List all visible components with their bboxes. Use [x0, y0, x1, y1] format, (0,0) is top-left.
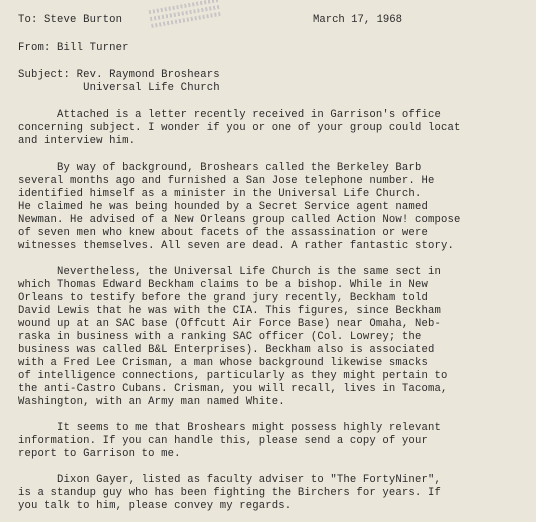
- body-line: the anti-Castro Cubans. Crisman, you will recall, lives in Tacoma,: [18, 383, 448, 395]
- body-line: of seven men who knew about facets of the assassination or were: [18, 227, 428, 239]
- body-line: with a Fred Lee Crisman, a man whose background likewise smacks: [18, 357, 428, 369]
- body-line: of intelligence connections, particularly as they might pertain to: [18, 370, 448, 382]
- faded-stamp: [149, 0, 222, 32]
- body-line: Washington, with an Army man named White.: [18, 396, 285, 408]
- body-line: Attached is a letter recently received in Garrison's office: [18, 109, 441, 121]
- body-line: information. If you can handle this, please send a copy of your: [18, 435, 428, 447]
- body-line: which Thomas Edward Beckham claims to be a bishop. While in New: [18, 279, 428, 291]
- body-line: identified himself as a minister in the Universal Life Church.: [18, 188, 422, 200]
- body-line: is a standup guy who has been fighting the Birchers for years. If: [18, 487, 441, 499]
- body-line: and interview him.: [18, 135, 136, 147]
- body-line: Orleans to testify before the grand jury recently, Beckham told: [18, 292, 428, 304]
- body-line: He claimed he was being hounded by a Secret Service agent named: [18, 201, 428, 213]
- subject-line-continued: Universal Life Church: [18, 82, 220, 94]
- to-line: To: Steve Burton: [18, 14, 123, 26]
- subject-line: Subject: Rev. Raymond Broshears: [18, 69, 220, 81]
- body-line: raska in business with a ranking SAC officer (Col. Lowrey; the: [18, 331, 422, 343]
- body-line: several months ago and furnished a San Jose telephone number. He: [18, 175, 435, 187]
- body-line: report to Garrison to me.: [18, 448, 181, 460]
- body-line: By way of background, Broshears called the Berkeley Barb: [18, 162, 422, 174]
- body-line: witnesses themselves. All seven are dead. A rather fantastic story.: [18, 240, 454, 252]
- memo-date: March 17, 1968: [313, 14, 403, 26]
- body-line: wound up at an SAC base (Offcutt Air Force Base) near Omaha, Neb-: [18, 318, 441, 330]
- body-line: Newman. He advised of a New Orleans group called Action Now! compose: [18, 214, 461, 226]
- body-line: concerning subject. I wonder if you or one of your group could locat: [18, 122, 461, 134]
- body-line: business was called B&L Enterprises). Beckham also is associated: [18, 344, 435, 356]
- body-line: Nevertheless, the Universal Life Church is the same sect in: [18, 266, 441, 278]
- body-line: It seems to me that Broshears might possess highly relevant: [18, 422, 441, 434]
- from-line: From: Bill Turner: [18, 42, 129, 54]
- body-line: Dixon Gayer, listed as faculty adviser to "The FortyNiner",: [18, 474, 441, 486]
- body-line: David Lewis that he was with the CIA. This figures, since Beckham: [18, 305, 441, 317]
- body-line: you talk to him, please convey my regards.: [18, 500, 292, 512]
